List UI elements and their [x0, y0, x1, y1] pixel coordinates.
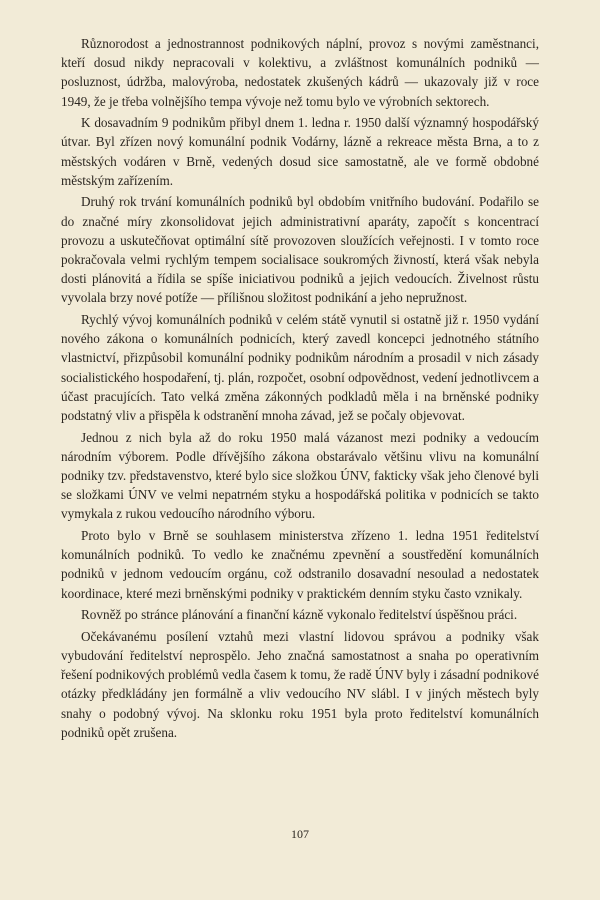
paragraph-7: Rovněž po stránce plánování a finanční kázně vykonalo ředitelství úspěšnou práci.: [81, 607, 518, 623]
body-text: [61, 34, 539, 744]
page-number: 107: [291, 827, 309, 841]
paragraph-6: Proto bylo v Brně se souhlasem ministerstva zřízeno 1. ledna 1951 ředitelství komunálních podniků. To vedlo ke značnému zpevnění a soustředění komunálních podniků v jednom vedoucím orgánu, což odstranilo dosavadní nesoulad a nedostatek koordinace, které mezi brněnskými podniky v praktickém denním styku často vznikaly.: [61, 528, 539, 601]
paragraph-3: Druhý rok trvání komunálních podniků byl obdobím vnitřního budování. Podařilo se do značné míry zkonsolidovat jejich administrativní aparáty, započít s koncentrací provozu a uskutečňovat optimální sítě provozoven sloužících veřejnosti. I v tomto roce pokračovala velmi rychlým tempem socialisace soukromých živností, která však nebyla dosti plánovitá a řídila se spíše iniciativou podniků a jejich vedoucích. Živelnost růstu vyvolala brzy nové potíže — přílišnou složitost podnikání a jeho nepružnost.: [61, 194, 539, 306]
paragraph-2: K dosavadním 9 podnikům přibyl dnem 1. ledna r. 1950 další významný hospodářský útvar. Byl zřízen nový komunální podnik Vodárny, lázně a rekreace města Brna, a to z městských vodáren v Brně, vedených dosud sice samostatně, ale ve formě obdobné městským zařízením.: [61, 115, 539, 188]
paragraph-8: Očekávanému posílení vztahů mezi vlastní lidovou správou a podniky však vybudování ředitelství neprospělo. Jeho značná samostatnost a snaha po operativním řešení podnikových problémů vedla časem k tomu, že radě ÚNV byly i zásadní podnikové otázky předkládány jen formálně a vliv vedoucího NV slábl. I v jiných městech byly snahy o podobný vývoj. Na sklonku roku 1951 byla proto ředitelství komunálních podniků opět zrušena.: [61, 628, 539, 740]
paragraph-1: Různorodost a jednostrannost podnikových náplní, provoz s novými zaměstnanci, kteří dosud nikdy nepracovali v kolektivu, a zvláštnost komunálních podniků — posluznost, údržba, malovýroba, nedostatek zkušených kádrů — ukazovaly již v roce 1949, že je třeba volnějšího tempa vývoje než tomu bylo ve výrobních sektorech.: [61, 36, 539, 109]
paragraph-4: Rychlý vývoj komunálních podniků v celém státě vynutil si ostatně již r. 1950 vydání nového zákona o komunálních podnicích, který zavedl koncepci jednotného státního vlastnictví, přizpůsobil komunální podniky podnikům národním a prosadil v nich zásady socialistického hospodaření, tj. plán, rozpočet, osobní odpovědnost, vedení jednotlivcem a účast pracujících. Tato velká změna zákonných podkladů měla i na brněnské podniky podstatný vliv a přispěla k odstranění mnoha závad, jež se počaly objevovat.: [61, 312, 539, 424]
paragraph-5: Jednou z nich byla až do roku 1950 malá vázanost mezi podniky a vedoucím národním výborem. Podle dřívějšího zákona obstarávalo většinu vlivu na komunální podniky tzv. představenstvo, které bylo sice složkou ÚNV, fakticky však jeho členové byli se složkami ÚNV ve velmi nepatrném styku a hospodářská politika v podnicích se takto vymykala z rukou vedoucího národního výboru.: [61, 429, 539, 522]
